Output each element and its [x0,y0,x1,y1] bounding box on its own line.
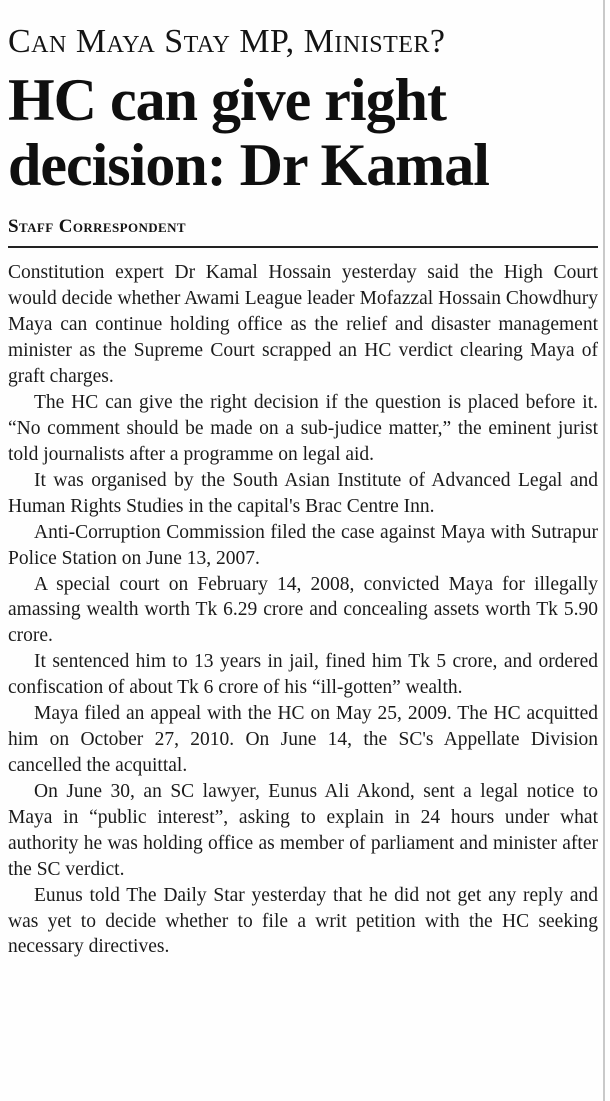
scan-edge-line [603,0,605,1101]
article-byline: Staff Correspondent [8,216,186,238]
article-body [8,260,598,960]
article-paragraph: Eunus told The Daily Star yesterday that he did not get any reply and was yet to decide whether to file a writ petition with the HC seeking necessary directives. [8,884,598,958]
article-paragraph: It was organised by the South Asian Institute of Advanced Legal and Human Rights Studies in the capital's Brac Centre Inn. [8,469,598,517]
article-paragraph: Maya filed an appeal with the HC on May 25, 2009. The HC acquitted him on October 27, 2010. On June 14, the SC's Appellate Division cancelled the acquittal. [8,703,598,776]
article-paragraph: A special court on February 14, 2008, convicted Maya for illegally amassing wealth worth Tk 6.29 crore and concealing assets worth Tk 5.90 crore. [8,573,598,647]
article-paragraph: On June 30, an SC lawyer, Eunus Ali Akond, sent a legal notice to Maya in “public interest”, asking to explain in 24 hours under what authority he was holding office as member of parliament and minister after the SC verdict. [8,780,598,880]
byline-divider [8,246,598,248]
article-paragraph: The HC can give the right decision if the question is placed before it. “No comment should be made on a sub-judice matter,” the eminent jurist told journalists after a programme on legal aid. [8,392,598,465]
article-paragraph: It sentenced him to 13 years in jail, fined him Tk 5 crore, and ordered confiscation of about Tk 6 crore of his “ill-gotten” wealth. [8,651,598,699]
article-paragraph: Anti-Corruption Commission filed the case against Maya with Sutrapur Police Station on June 13, 2007. [8,521,598,569]
article-headline: HC can give right decision: Dr Kamal [8,66,489,199]
article-paragraph: Constitution expert Dr Kamal Hossain yesterday said the High Court would decide whether Awami League leader Mofazzal Hossain Chowdhury Maya can continue holding office as the relief and disaster management minister as the Supreme Court scrapped an HC verdict clearing Maya of graft charges. [8,262,598,388]
article-kicker: Can Maya Stay MP, Minister? [8,23,446,60]
